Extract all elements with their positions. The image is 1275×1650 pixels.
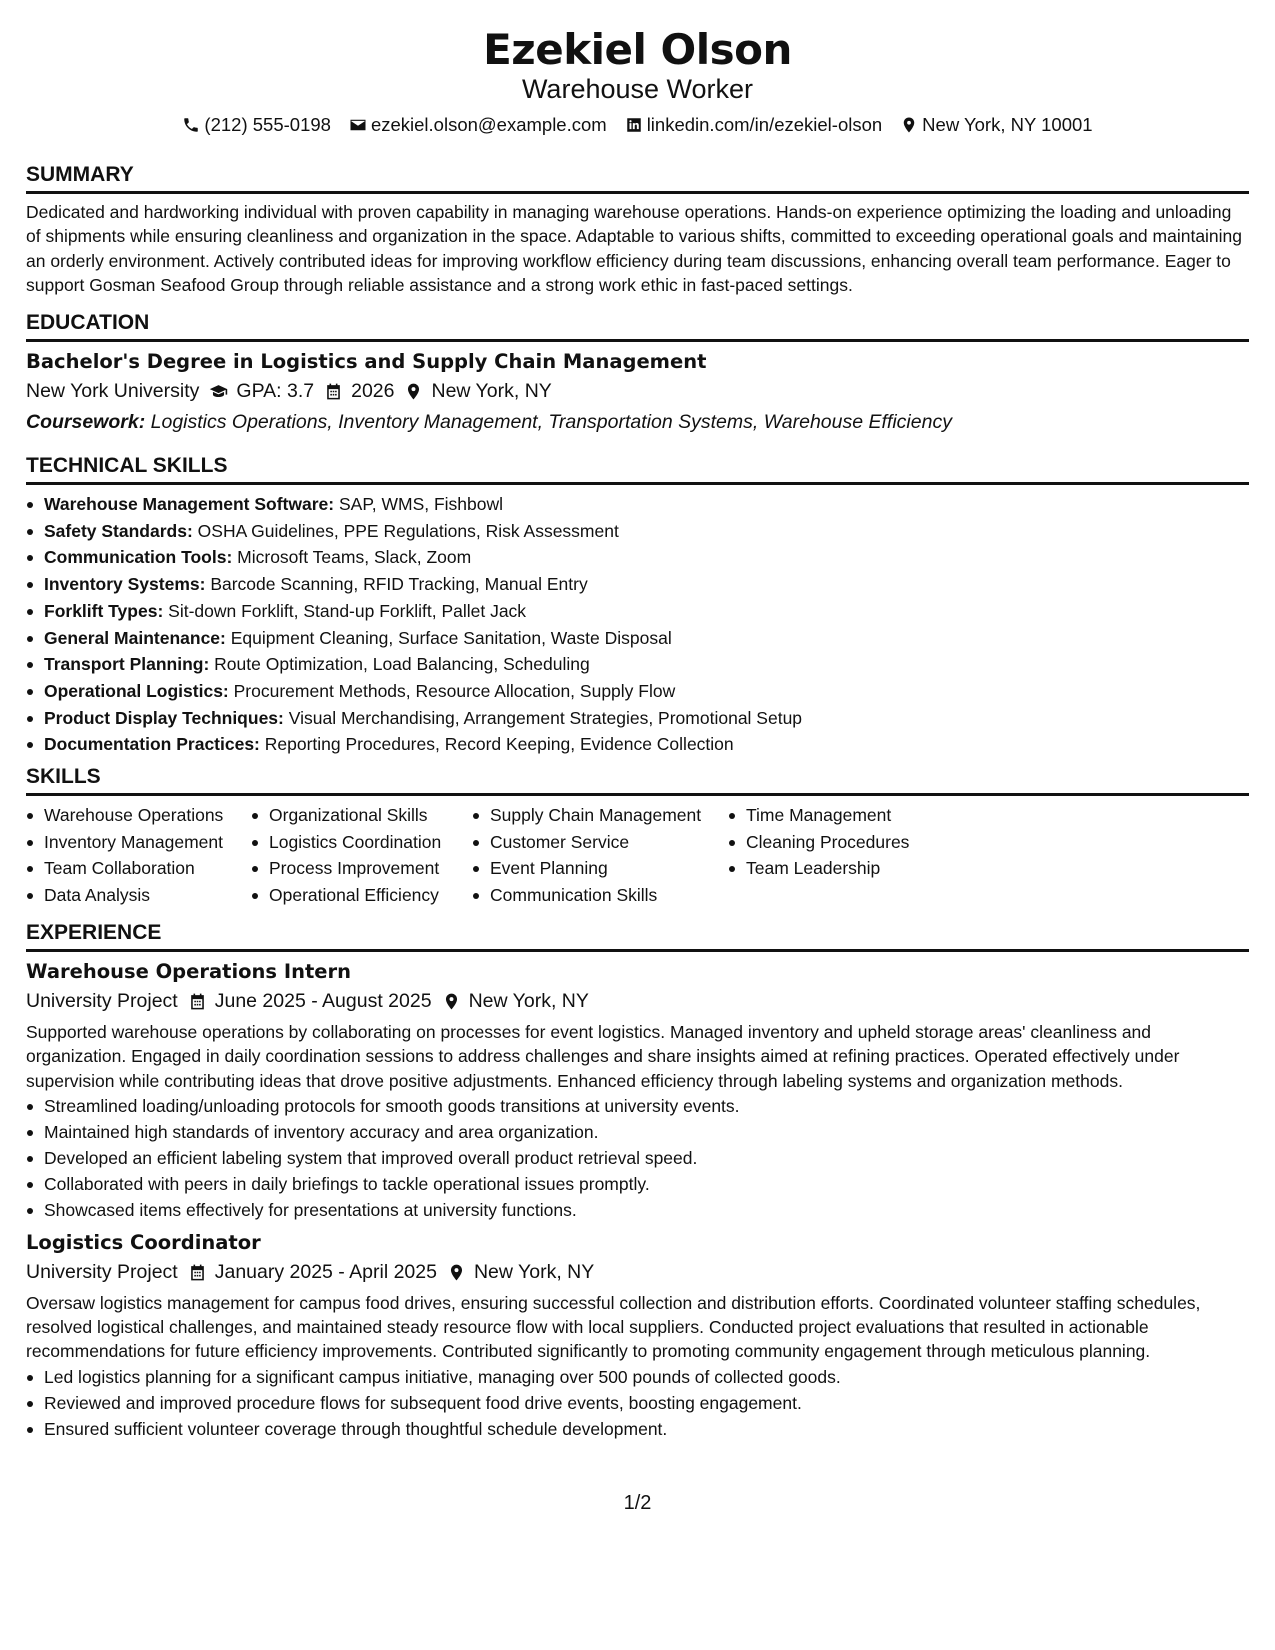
map-pin-icon bbox=[442, 992, 461, 1011]
skill-category: General Maintenance: bbox=[44, 627, 226, 648]
job-bullet: Collaborated with peers in daily briefings to tackle operational issues promptly. bbox=[44, 1171, 1249, 1197]
skill-category: Safety Standards: bbox=[44, 520, 193, 541]
email-text: ezekiel.olson@example.com bbox=[370, 114, 607, 135]
job-bullets bbox=[26, 1364, 1249, 1442]
job-meta bbox=[26, 1257, 1249, 1288]
section-title: SKILLS bbox=[26, 764, 1249, 796]
job-org: University Project bbox=[26, 990, 178, 1012]
skills-column bbox=[251, 802, 472, 909]
job-description: Supported warehouse operations by collaborating on processes for event logistics. Managed inventory and upheld storage areas' cleanliness and organization. Engaged in daily coordination sessions to address challenges and share insights aimed at refining practices. Operated effectively under supervision while contributing ideas that drove positive adjustments. Enhanced efficiency through labeling systems and organization methods. bbox=[26, 1022, 1180, 1091]
skill-item: Supply Chain Management bbox=[490, 802, 728, 829]
job-bullet: Reviewed and improved procedure flows for subsequent food drive events, boosting engagement. bbox=[44, 1390, 1249, 1416]
contact-bar bbox=[26, 113, 1249, 137]
skills-column bbox=[26, 802, 251, 909]
skill-values: Equipment Cleaning, Surface Sanitation, Waste Disposal bbox=[230, 627, 672, 648]
skill-category: Operational Logistics: bbox=[44, 680, 229, 701]
skill-category: Transport Planning: bbox=[44, 654, 210, 675]
gpa-text: GPA: 3.7 bbox=[236, 380, 315, 402]
skills-list bbox=[26, 802, 251, 909]
skill-category: Inventory Systems: bbox=[44, 574, 206, 595]
skills-column bbox=[728, 802, 928, 909]
school-name: New York University bbox=[26, 380, 200, 402]
resume-header bbox=[26, 24, 1249, 137]
job-title: Logistics Coordinator bbox=[26, 1230, 261, 1254]
linkedin-icon bbox=[625, 116, 643, 134]
job-bullet: Showcased items effectively for presentations at university functions. bbox=[44, 1197, 1249, 1223]
technical-skills-section bbox=[26, 453, 1249, 758]
skills-grid bbox=[26, 802, 1249, 909]
envelope-icon bbox=[349, 116, 367, 134]
skill-item: Cleaning Procedures bbox=[746, 829, 928, 856]
skills-list bbox=[728, 802, 928, 882]
page-number: 1/2 bbox=[623, 1492, 652, 1514]
job-dates: June 2025 - August 2025 bbox=[214, 990, 432, 1012]
skill-item: Event Planning bbox=[490, 855, 728, 882]
skills-list bbox=[472, 802, 728, 909]
skill-values: Visual Merchandising, Arrangement Strategies, Promotional Setup bbox=[288, 707, 803, 728]
contact-email[interactable] bbox=[349, 113, 607, 137]
skill-item: Customer Service bbox=[490, 829, 728, 856]
skill-values: SAP, WMS, Fishbowl bbox=[338, 494, 504, 514]
skill-item: Operational Efficiency bbox=[269, 882, 472, 909]
job-description: Oversaw logistics management for campus food drives, ensuring successful collection and distribution efforts. Coordinated volunteer staffing schedules, resolved logistical challenges, and maintained steady resource flow with local suppliers. Conducted project evaluations that resulted in actionable recommendations for future efficiency improvements. Contributed significantly to promoting community engagement through meticulous planning. bbox=[26, 1292, 1201, 1362]
technical-skill-item bbox=[44, 678, 1249, 705]
skill-category: Forklift Types: bbox=[44, 600, 164, 621]
contact-linkedin[interactable] bbox=[625, 113, 882, 137]
job-title: Warehouse Operations Intern bbox=[26, 960, 351, 983]
candidate-role: Warehouse Worker bbox=[521, 74, 754, 104]
school-location: New York, NY bbox=[431, 380, 552, 402]
job-bullet: Ensured sufficient volunteer coverage through thoughtful schedule development. bbox=[44, 1416, 1249, 1442]
skills-list bbox=[251, 802, 472, 909]
technical-skill-item bbox=[44, 544, 1249, 571]
job-entry bbox=[26, 1229, 1249, 1442]
job-bullet: Streamlined loading/unloading protocols for smooth goods transitions at university events. bbox=[44, 1093, 1249, 1119]
graduation-cap-icon bbox=[209, 382, 228, 401]
skill-item: Inventory Management bbox=[44, 829, 251, 856]
skill-item: Communication Skills bbox=[490, 882, 728, 909]
map-pin-icon bbox=[900, 116, 918, 134]
skill-values: Route Optimization, Load Balancing, Scheduling bbox=[214, 654, 590, 675]
skill-values: Procurement Methods, Resource Allocation, Supply Flow bbox=[233, 680, 676, 701]
skill-item: Data Analysis bbox=[44, 882, 251, 909]
job-bullet: Led logistics planning for a significant campus initiative, managing over 500 pounds of collected goods. bbox=[44, 1364, 1249, 1390]
linkedin-text: linkedin.com/in/ezekiel-olson bbox=[646, 114, 883, 135]
technical-skills-list bbox=[26, 491, 1249, 758]
skill-item: Team Leadership bbox=[746, 855, 928, 882]
education-section bbox=[26, 310, 1249, 437]
technical-skill-item bbox=[44, 625, 1249, 652]
job-bullet: Maintained high standards of inventory accuracy and area organization. bbox=[44, 1119, 1249, 1145]
job-dates: January 2025 - April 2025 bbox=[214, 1260, 437, 1283]
calendar-icon bbox=[188, 992, 207, 1011]
skill-values: Barcode Scanning, RFID Tracking, Manual Entry bbox=[210, 574, 588, 595]
skill-item: Team Collaboration bbox=[44, 855, 251, 882]
skill-category: Warehouse Management Software: bbox=[44, 494, 335, 514]
technical-skill-item bbox=[44, 571, 1249, 598]
section-title: EXPERIENCE bbox=[26, 920, 1249, 952]
skill-category: Product Display Techniques: bbox=[44, 707, 284, 728]
phone-icon bbox=[182, 116, 200, 134]
section-title: EDUCATION bbox=[26, 310, 1249, 342]
technical-skill-item bbox=[44, 598, 1249, 625]
coursework-list: Logistics Operations, Inventory Management, Transportation Systems, Warehouse Efficiency bbox=[150, 411, 952, 433]
contact-phone[interactable] bbox=[182, 113, 331, 137]
map-pin-icon bbox=[404, 382, 423, 401]
skill-values: Sit-down Forklift, Stand-up Forklift, Pallet Jack bbox=[168, 600, 527, 621]
skill-item: Organizational Skills bbox=[269, 802, 472, 829]
map-pin-icon bbox=[447, 1263, 466, 1282]
location-text: New York, NY 10001 bbox=[922, 114, 1093, 135]
skill-item: Logistics Coordination bbox=[269, 829, 472, 856]
skill-category: Documentation Practices: bbox=[44, 734, 260, 755]
section-title: TECHNICAL SKILLS bbox=[26, 453, 1249, 485]
job-bullets bbox=[26, 1093, 1249, 1223]
technical-skill-item bbox=[44, 491, 1249, 518]
job-location: New York, NY bbox=[473, 1260, 595, 1283]
summary-section bbox=[26, 162, 1249, 297]
skills-section bbox=[26, 764, 1249, 909]
coursework-label: Coursework: bbox=[26, 411, 146, 433]
calendar-icon bbox=[324, 382, 343, 401]
skill-values: OSHA Guidelines, PPE Regulations, Risk Assessment bbox=[197, 520, 619, 541]
coursework-line bbox=[26, 407, 1249, 437]
technical-skill-item bbox=[44, 518, 1249, 545]
degree-title: Bachelor's Degree in Logistics and Supply Chain Management bbox=[26, 350, 707, 373]
technical-skill-item bbox=[44, 731, 1249, 758]
skill-item: Time Management bbox=[746, 802, 928, 829]
skill-item: Process Improvement bbox=[269, 855, 472, 882]
skill-item: Warehouse Operations bbox=[44, 802, 251, 829]
summary-text: Dedicated and hardworking individual with proven capability in managing warehouse operations. Hands-on experience optimizing the loading and unloading of shipments while ensuring cleanliness and organization in the space. Adaptable to various shifts, committed to exceeding operational goals and maintaining an orderly environment. Actively contributed ideas for improving workflow efficiency during team discussions, enhancing overall team performance. Eager to support Gosman Seafood Group through reliable assistance and a strong work ethic in fast-paced settings. bbox=[26, 202, 1243, 295]
candidate-name: Ezekiel Olson bbox=[483, 25, 792, 74]
phone-text: (212) 555-0198 bbox=[204, 114, 331, 135]
technical-skill-item bbox=[44, 651, 1249, 678]
experience-section bbox=[26, 920, 1249, 1442]
job-meta bbox=[26, 986, 1249, 1017]
contact-location bbox=[900, 113, 1092, 137]
graduation-year: 2026 bbox=[351, 380, 395, 402]
job-org: University Project bbox=[26, 1260, 178, 1283]
skill-values: Reporting Procedures, Record Keeping, Evidence Collection bbox=[264, 734, 734, 755]
job-entry bbox=[26, 958, 1249, 1223]
job-location: New York, NY bbox=[468, 990, 589, 1012]
education-meta bbox=[26, 376, 1249, 407]
resume-page bbox=[26, 0, 1249, 1439]
skills-column bbox=[472, 802, 728, 909]
skill-values: Microsoft Teams, Slack, Zoom bbox=[237, 547, 472, 568]
calendar-icon bbox=[188, 1263, 207, 1282]
job-bullet: Developed an efficient labeling system that improved overall product retrieval speed. bbox=[44, 1145, 1249, 1171]
section-title: SUMMARY bbox=[26, 162, 1249, 194]
technical-skill-item bbox=[44, 705, 1249, 732]
skill-category: Communication Tools: bbox=[44, 547, 233, 568]
